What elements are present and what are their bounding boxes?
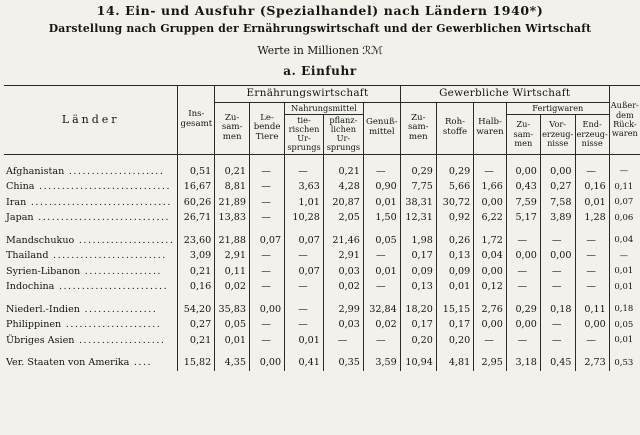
table-cell: 0,01: [436, 279, 473, 295]
header-nahrungsmittel: Nahrungsmittel: [285, 102, 364, 114]
country-name: [4, 264, 178, 280]
table-cell: 0,00: [474, 195, 507, 211]
table-cell: —: [250, 279, 285, 295]
header-zusammen-gewerblich: Zu- sam- men: [400, 102, 436, 154]
table-cell: 0,01: [609, 279, 640, 295]
table-cell: 0,07: [285, 264, 324, 280]
country-name: [4, 317, 178, 333]
header-vorerzeugnisse: Vor- erzeug- nisse: [540, 114, 575, 154]
table-cell: 2,91: [215, 248, 250, 264]
table-cell: 5,17: [506, 210, 540, 226]
table-cell: 0,09: [400, 264, 436, 280]
country-label: Thailand: [6, 250, 49, 262]
table-cell: 0,01: [215, 333, 250, 349]
trade-table: [4, 85, 640, 371]
table-cell: 21,88: [215, 233, 250, 249]
leader-dots: .....................: [74, 234, 175, 246]
table-cell: —: [250, 195, 285, 211]
table-cell: 10,94: [400, 355, 436, 371]
table-cell: 3,18: [506, 355, 540, 371]
table-cell: —: [540, 317, 575, 333]
table-cell: 0,00: [250, 302, 285, 318]
table-cell: 7,75: [400, 179, 436, 195]
table-cell: 0,21: [215, 164, 250, 180]
header-pflanzlichen: pflanz- lichen Ur- sprungs: [323, 114, 363, 154]
table-cell: 0,51: [178, 164, 215, 180]
header-group-gewerblich: Gewerbliche Wirtschaft: [400, 86, 609, 103]
table-cell: 0,27: [540, 179, 575, 195]
table-cell: —: [363, 164, 400, 180]
table-cell: 0,00: [250, 355, 285, 371]
leader-dots: .........................: [48, 250, 167, 262]
table-cell: 2,91: [323, 248, 363, 264]
table-cell: 0,00: [575, 317, 609, 333]
table-cell: 0,16: [178, 279, 215, 295]
table-cell: 0,21: [323, 164, 363, 180]
table-cell: 5,66: [436, 179, 473, 195]
table-cell: 0,43: [506, 179, 540, 195]
table-cell: 0,11: [575, 302, 609, 318]
table-cell: 0,05: [363, 233, 400, 249]
table-cell: 0,13: [436, 248, 473, 264]
table-cell: 0,11: [609, 179, 640, 195]
page-subtitle: Darstellung nach Gruppen der Ernährungswirtschaft und der Gewerblichen Wirtschaft: [48, 22, 592, 35]
table-row: [4, 333, 640, 349]
table-cell: —: [609, 248, 640, 264]
table-cell: 15,82: [178, 355, 215, 371]
country-label: Niederl.-Indien: [6, 303, 80, 315]
table-cell: 2,95: [474, 355, 507, 371]
table-cell: 4,81: [436, 355, 473, 371]
country-name: [4, 248, 178, 264]
table-cell: 0,29: [436, 164, 473, 180]
header-enderzeugnisse: End- erzeug- nisse: [575, 114, 609, 154]
table-row: [4, 264, 640, 280]
section-heading: a. Einfuhr: [283, 64, 357, 78]
table-cell: 0,90: [363, 179, 400, 195]
table-cell: —: [540, 233, 575, 249]
table-row: [4, 195, 640, 211]
table-cell: 0,35: [323, 355, 363, 371]
table-cell: 0,01: [363, 264, 400, 280]
table-cell: 0,07: [285, 233, 324, 249]
table-row: [4, 164, 640, 180]
table-cell: —: [285, 279, 324, 295]
values-note: Werte in Millionen ℛℳ: [257, 44, 383, 57]
table-cell: 0,05: [609, 317, 640, 333]
header-halbwaren: Halb- waren: [474, 102, 507, 154]
leader-dots: .....................: [61, 319, 162, 331]
table-cell: —: [250, 333, 285, 349]
table-cell: 0,26: [436, 233, 473, 249]
table-cell: —: [540, 264, 575, 280]
trade-table-wrapper: [4, 85, 640, 371]
leader-dots: .................: [80, 265, 163, 277]
leader-dots: .............................: [33, 212, 171, 224]
table-cell: 7,59: [506, 195, 540, 211]
table-cell: 30,72: [436, 195, 473, 211]
table-cell: 10,28: [285, 210, 324, 226]
header-tierischen: tie- rischen Ur- sprungs: [285, 114, 324, 154]
table-cell: 0,17: [436, 317, 473, 333]
table-cell: 0,92: [436, 210, 473, 226]
table-cell: —: [250, 264, 285, 280]
table-cell: —: [575, 264, 609, 280]
table-cell: —: [285, 317, 324, 333]
table-cell: 0,07: [250, 233, 285, 249]
header-insgesamt: Ins- gesamt: [178, 86, 215, 155]
table-cell: 0,04: [609, 233, 640, 249]
header-laender: Länder: [4, 86, 178, 155]
country-name: [4, 279, 178, 295]
table-cell: 0,20: [400, 333, 436, 349]
header-fertigwaren: Fertigwaren: [506, 102, 609, 114]
table-cell: 0,05: [215, 317, 250, 333]
table-cell: 0,53: [609, 355, 640, 371]
table-cell: 7,58: [540, 195, 575, 211]
table-cell: 26,71: [178, 210, 215, 226]
table-cell: 3,09: [178, 248, 215, 264]
country-name: [4, 333, 178, 349]
header-group-ernaehrung: Ernährungswirtschaft: [215, 86, 400, 103]
table-cell: 54,20: [178, 302, 215, 318]
leader-dots: ....: [129, 357, 153, 369]
table-cell: 0,01: [575, 195, 609, 211]
table-row: [4, 179, 640, 195]
table-cell: —: [575, 233, 609, 249]
header-genussmittel: Genuß- mittel: [363, 102, 400, 154]
table-cell: 0,18: [540, 302, 575, 318]
table-row: [4, 233, 640, 249]
table-cell: 0,20: [436, 333, 473, 349]
table-cell: 2,05: [323, 210, 363, 226]
table-row: [4, 210, 640, 226]
header-fw-zusammen: Zu- sam- men: [506, 114, 540, 154]
country-label: Philippinen: [6, 319, 62, 331]
table-cell: 0,03: [323, 317, 363, 333]
table-cell: 0,00: [506, 164, 540, 180]
table-cell: —: [285, 248, 324, 264]
leader-dots: ................: [79, 303, 158, 315]
table-cell: 0,45: [540, 355, 575, 371]
table-cell: 21,89: [215, 195, 250, 211]
table-cell: —: [323, 333, 363, 349]
table-cell: 4,28: [323, 179, 363, 195]
country-label: Ver. Staaten von Amerika: [6, 357, 130, 369]
table-cell: 1,72: [474, 233, 507, 249]
table-cell: —: [363, 248, 400, 264]
table-cell: 3,89: [540, 210, 575, 226]
country-name: [4, 179, 178, 195]
table-cell: 0,00: [474, 317, 507, 333]
country-name: [4, 302, 178, 318]
country-name: [4, 233, 178, 249]
table-cell: —: [250, 248, 285, 264]
country-name: [4, 164, 178, 180]
country-label: Indochina: [6, 281, 55, 293]
table-cell: —: [575, 248, 609, 264]
table-cell: 13,83: [215, 210, 250, 226]
table-cell: 0,16: [575, 179, 609, 195]
table-cell: —: [285, 164, 324, 180]
header-rohstoffe: Roh- stoffe: [436, 102, 473, 154]
table-cell: —: [250, 164, 285, 180]
table-cell: 20,87: [323, 195, 363, 211]
table-cell: 0,01: [285, 333, 324, 349]
table-cell: 0,21: [178, 264, 215, 280]
table-cell: 0,00: [474, 264, 507, 280]
header-zusammen: Zu- sam- men: [215, 102, 250, 154]
country-label: Afghanistan: [6, 165, 65, 177]
country-label: Syrien-Libanon: [6, 265, 81, 277]
table-cell: 0,02: [363, 317, 400, 333]
header-lebende-tiere: Le- bende Tiere: [250, 102, 285, 154]
table-cell: 0,07: [609, 195, 640, 211]
table-cell: —: [285, 302, 324, 318]
header-rueckwaren: Außer- dem Rück- waren: [609, 86, 640, 155]
leader-dots: .....................: [64, 165, 165, 177]
table-row: [4, 355, 640, 371]
table-cell: 0,02: [215, 279, 250, 295]
country-label: Übriges Asien: [6, 334, 75, 346]
table-cell: 60,26: [178, 195, 215, 211]
country-name: [4, 195, 178, 211]
table-cell: 0,17: [400, 317, 436, 333]
table-cell: 0,00: [506, 317, 540, 333]
table-cell: 12,31: [400, 210, 436, 226]
table-cell: —: [575, 333, 609, 349]
table-cell: —: [474, 164, 507, 180]
table-cell: 23,60: [178, 233, 215, 249]
table-cell: 1,98: [400, 233, 436, 249]
table-cell: 0,00: [540, 248, 575, 264]
table-cell: 4,35: [215, 355, 250, 371]
country-label: Japan: [6, 212, 34, 224]
leader-dots: ...................: [74, 334, 166, 346]
table-cell: 0,00: [506, 248, 540, 264]
table-cell: 0,04: [474, 248, 507, 264]
table-cell: 0,21: [178, 333, 215, 349]
table-cell: 6,22: [474, 210, 507, 226]
table-body: [4, 154, 640, 371]
table-cell: 3,59: [363, 355, 400, 371]
table-cell: 8,81: [215, 179, 250, 195]
table-cell: 0,29: [506, 302, 540, 318]
table-cell: —: [250, 210, 285, 226]
table-cell: 2,99: [323, 302, 363, 318]
table-cell: 0,02: [323, 279, 363, 295]
table-row: [4, 279, 640, 295]
table-cell: —: [609, 164, 640, 180]
country-label: Iran: [6, 196, 27, 208]
table-row: [4, 302, 640, 318]
table-cell: —: [506, 279, 540, 295]
table-cell: 38,31: [400, 195, 436, 211]
table-cell: 0,01: [609, 264, 640, 280]
table-cell: 0,03: [323, 264, 363, 280]
table-cell: —: [575, 164, 609, 180]
table-cell: —: [363, 333, 400, 349]
table-cell: 16,67: [178, 179, 215, 195]
table-cell: —: [506, 233, 540, 249]
table-cell: —: [474, 333, 507, 349]
page-title: 14. Ein- und Ausfuhr (Spezialhandel) nach Ländern 1940*): [96, 3, 544, 18]
table-cell: 0,11: [215, 264, 250, 280]
table-cell: —: [363, 279, 400, 295]
country-label: Mandschukuo: [6, 234, 75, 246]
table-cell: 0,06: [609, 210, 640, 226]
table-cell: 0,27: [178, 317, 215, 333]
table-cell: 35,83: [215, 302, 250, 318]
country-label: China: [6, 181, 35, 193]
table-cell: —: [250, 317, 285, 333]
table-cell: 0,09: [436, 264, 473, 280]
table-cell: 2,73: [575, 355, 609, 371]
table-cell: 2,76: [474, 302, 507, 318]
table-cell: 1,50: [363, 210, 400, 226]
table-cell: —: [506, 264, 540, 280]
table-cell: 15,15: [436, 302, 473, 318]
leader-dots: ........................: [54, 281, 169, 293]
table-row: [4, 248, 640, 264]
table-cell: 0,12: [474, 279, 507, 295]
table-cell: 18,20: [400, 302, 436, 318]
table-cell: 0,01: [609, 333, 640, 349]
table-cell: 1,28: [575, 210, 609, 226]
table-cell: 32,84: [363, 302, 400, 318]
table-cell: 0,00: [540, 164, 575, 180]
table-cell: —: [540, 333, 575, 349]
table-cell: 0,41: [285, 355, 324, 371]
table-cell: 21,46: [323, 233, 363, 249]
table-cell: —: [506, 333, 540, 349]
table-cell: 0,17: [400, 248, 436, 264]
table-cell: 1,01: [285, 195, 324, 211]
table-cell: 0,18: [609, 302, 640, 318]
leader-dots: ...............................: [26, 196, 172, 208]
table-cell: 0,13: [400, 279, 436, 295]
leader-dots: .............................: [34, 181, 171, 193]
table-row: [4, 317, 640, 333]
country-name: [4, 210, 178, 226]
table-cell: 0,29: [400, 164, 436, 180]
table-cell: —: [540, 279, 575, 295]
table-cell: 0,01: [363, 195, 400, 211]
table-cell: —: [250, 179, 285, 195]
country-name: [4, 355, 178, 371]
table-cell: —: [575, 279, 609, 295]
table-cell: 3,63: [285, 179, 324, 195]
table-cell: 1,66: [474, 179, 507, 195]
